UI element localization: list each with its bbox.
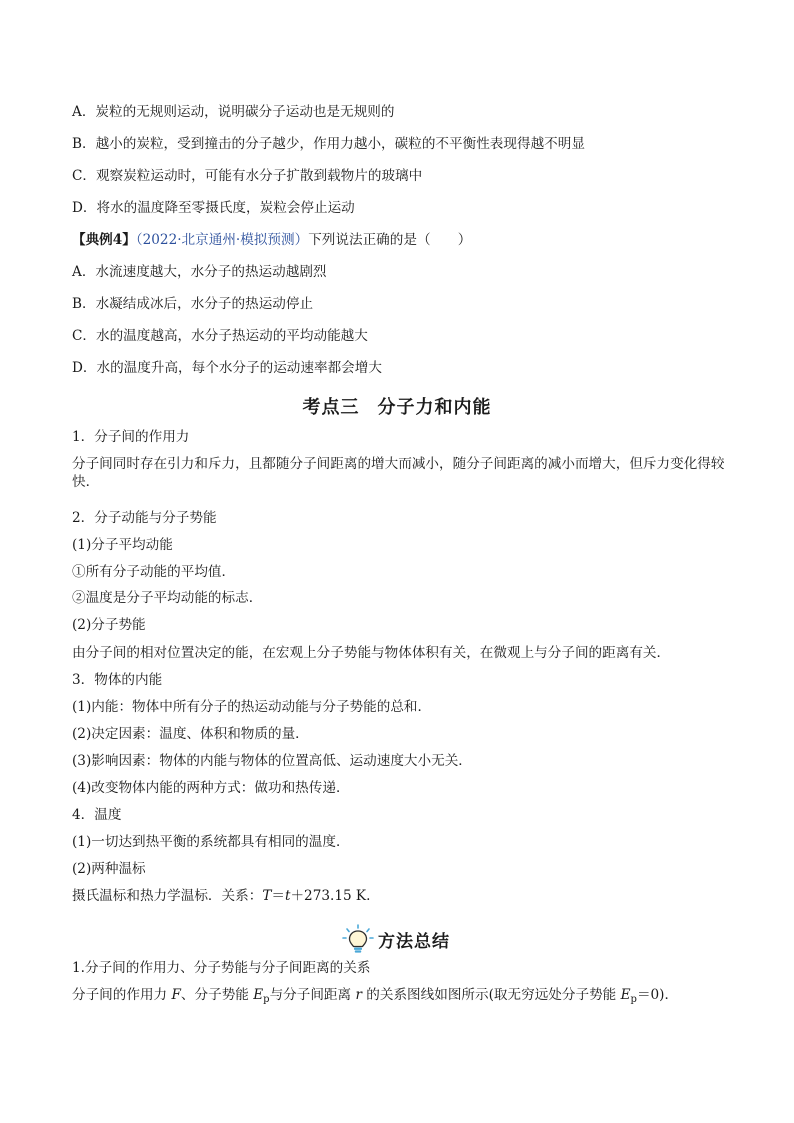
- section-number: 考点三: [302, 397, 360, 418]
- var-E: E: [620, 987, 631, 1003]
- example-4-question: [72, 231, 734, 249]
- item-temperature-2: (2)两种温标: [72, 861, 146, 877]
- heading-internal-energy: 3．物体的内能: [72, 672, 163, 688]
- option-a-prev: A．炭粒的无规则运动，说明碳分子运动也是无规则的: [72, 104, 395, 120]
- lightbulb-icon: [340, 924, 376, 954]
- example-source: （2022·北京通州·模拟预测）: [135, 232, 309, 248]
- section-title: [0, 393, 794, 419]
- text-seg: 的关系图线如图所示(取无穷远处分子势能: [361, 987, 621, 1003]
- var-E: E: [253, 987, 264, 1003]
- item-internal-energy-3: (3)影响因素：物体的内能与物体的位置高低、运动速度大小无关．: [72, 753, 472, 769]
- option-b-prev: B．越小的炭粒，受到撞击的分子越少，作用力越小，碳粒的不平衡性表现得越不明显: [72, 136, 585, 152]
- sub-p: p: [630, 994, 637, 1005]
- example-question-text: 下列说法正确的是（ ）: [308, 232, 472, 248]
- method-summary-title: 方法总结: [378, 931, 450, 952]
- example-option-b: B．水凝结成冰后，水分子的热运动停止: [72, 296, 314, 312]
- item-internal-energy-4: (4)改变物体内能的两种方式：做功和热传递．: [72, 780, 350, 796]
- text-seg: 与分子间距离: [269, 987, 356, 1003]
- example-option-c: C．水的温度越高，水分子热运动的平均动能越大: [72, 328, 368, 344]
- section-name: 分子力和内能: [377, 397, 492, 418]
- method-summary-banner: [340, 924, 450, 954]
- sub-p: p: [263, 994, 270, 1005]
- example-option-a: A．水流速度越大，水分子的热运动越剧烈: [72, 264, 327, 280]
- item-avg-kinetic-1: ①所有分子动能的平均值．: [72, 564, 236, 580]
- var-F: F: [171, 987, 181, 1003]
- heading-temperature: 4．温度: [72, 807, 122, 823]
- heading-intermolecular-force: 1．分子间的作用力: [72, 429, 190, 445]
- method-paragraph-1: [72, 986, 734, 1009]
- heading-kinetic-potential: 2．分子动能与分子势能: [72, 510, 217, 526]
- item-internal-energy-2: (2)决定因素：温度、体积和物质的量．: [72, 726, 309, 742]
- item-internal-energy-1: (1)内能：物体中所有分子的热运动动能与分子势能的总和．: [72, 699, 432, 715]
- subheading-potential: (2)分子势能: [72, 617, 146, 633]
- text-seg: 、分子势能: [180, 987, 254, 1003]
- var-T: T: [262, 888, 272, 904]
- var-r: r: [355, 987, 362, 1003]
- example-option-d: D．水的温度升高，每个水分子的运动速率都会增大: [72, 360, 382, 376]
- text-seg: 分子间的作用力: [72, 987, 172, 1003]
- relation-suffix: ＋273.15 K.: [290, 888, 371, 904]
- paragraph-temperature-relation: [72, 887, 734, 905]
- example-label: 【典例4】: [72, 232, 136, 248]
- item-temperature-1: (1)一切达到热平衡的系统都具有相同的温度．: [72, 834, 350, 850]
- subheading-avg-kinetic: (1)分子平均动能: [72, 537, 173, 553]
- relation-prefix: 摄氏温标和热力学温标．关系：: [72, 888, 263, 904]
- relation-equals: ＝: [271, 888, 285, 904]
- item-avg-kinetic-2: ②温度是分子平均动能的标志．: [72, 590, 263, 606]
- option-c-prev: C．观察炭粒运动时，可能有水分子扩散到载物片的玻璃中: [72, 168, 423, 184]
- paragraph-potential: 由分子间的相对位置决定的能，在宏观上分子势能与物体体积有关，在微观上与分子间的距离有关．: [72, 645, 671, 661]
- option-d-prev: D．将水的温度降至零摄氏度，炭粒会停止运动: [72, 200, 355, 216]
- var-t: t: [284, 888, 291, 904]
- paragraph-intermolecular-force: 分子间同时存在引力和斥力，且都随分子间距离的增大而减小，随分子间距离的减小而增大，但斥力变化得较快．: [72, 456, 725, 490]
- method-heading-1: 1.分子间的作用力、分子势能与分子间距离的关系: [72, 960, 371, 976]
- text-seg: ＝0)．: [636, 987, 679, 1003]
